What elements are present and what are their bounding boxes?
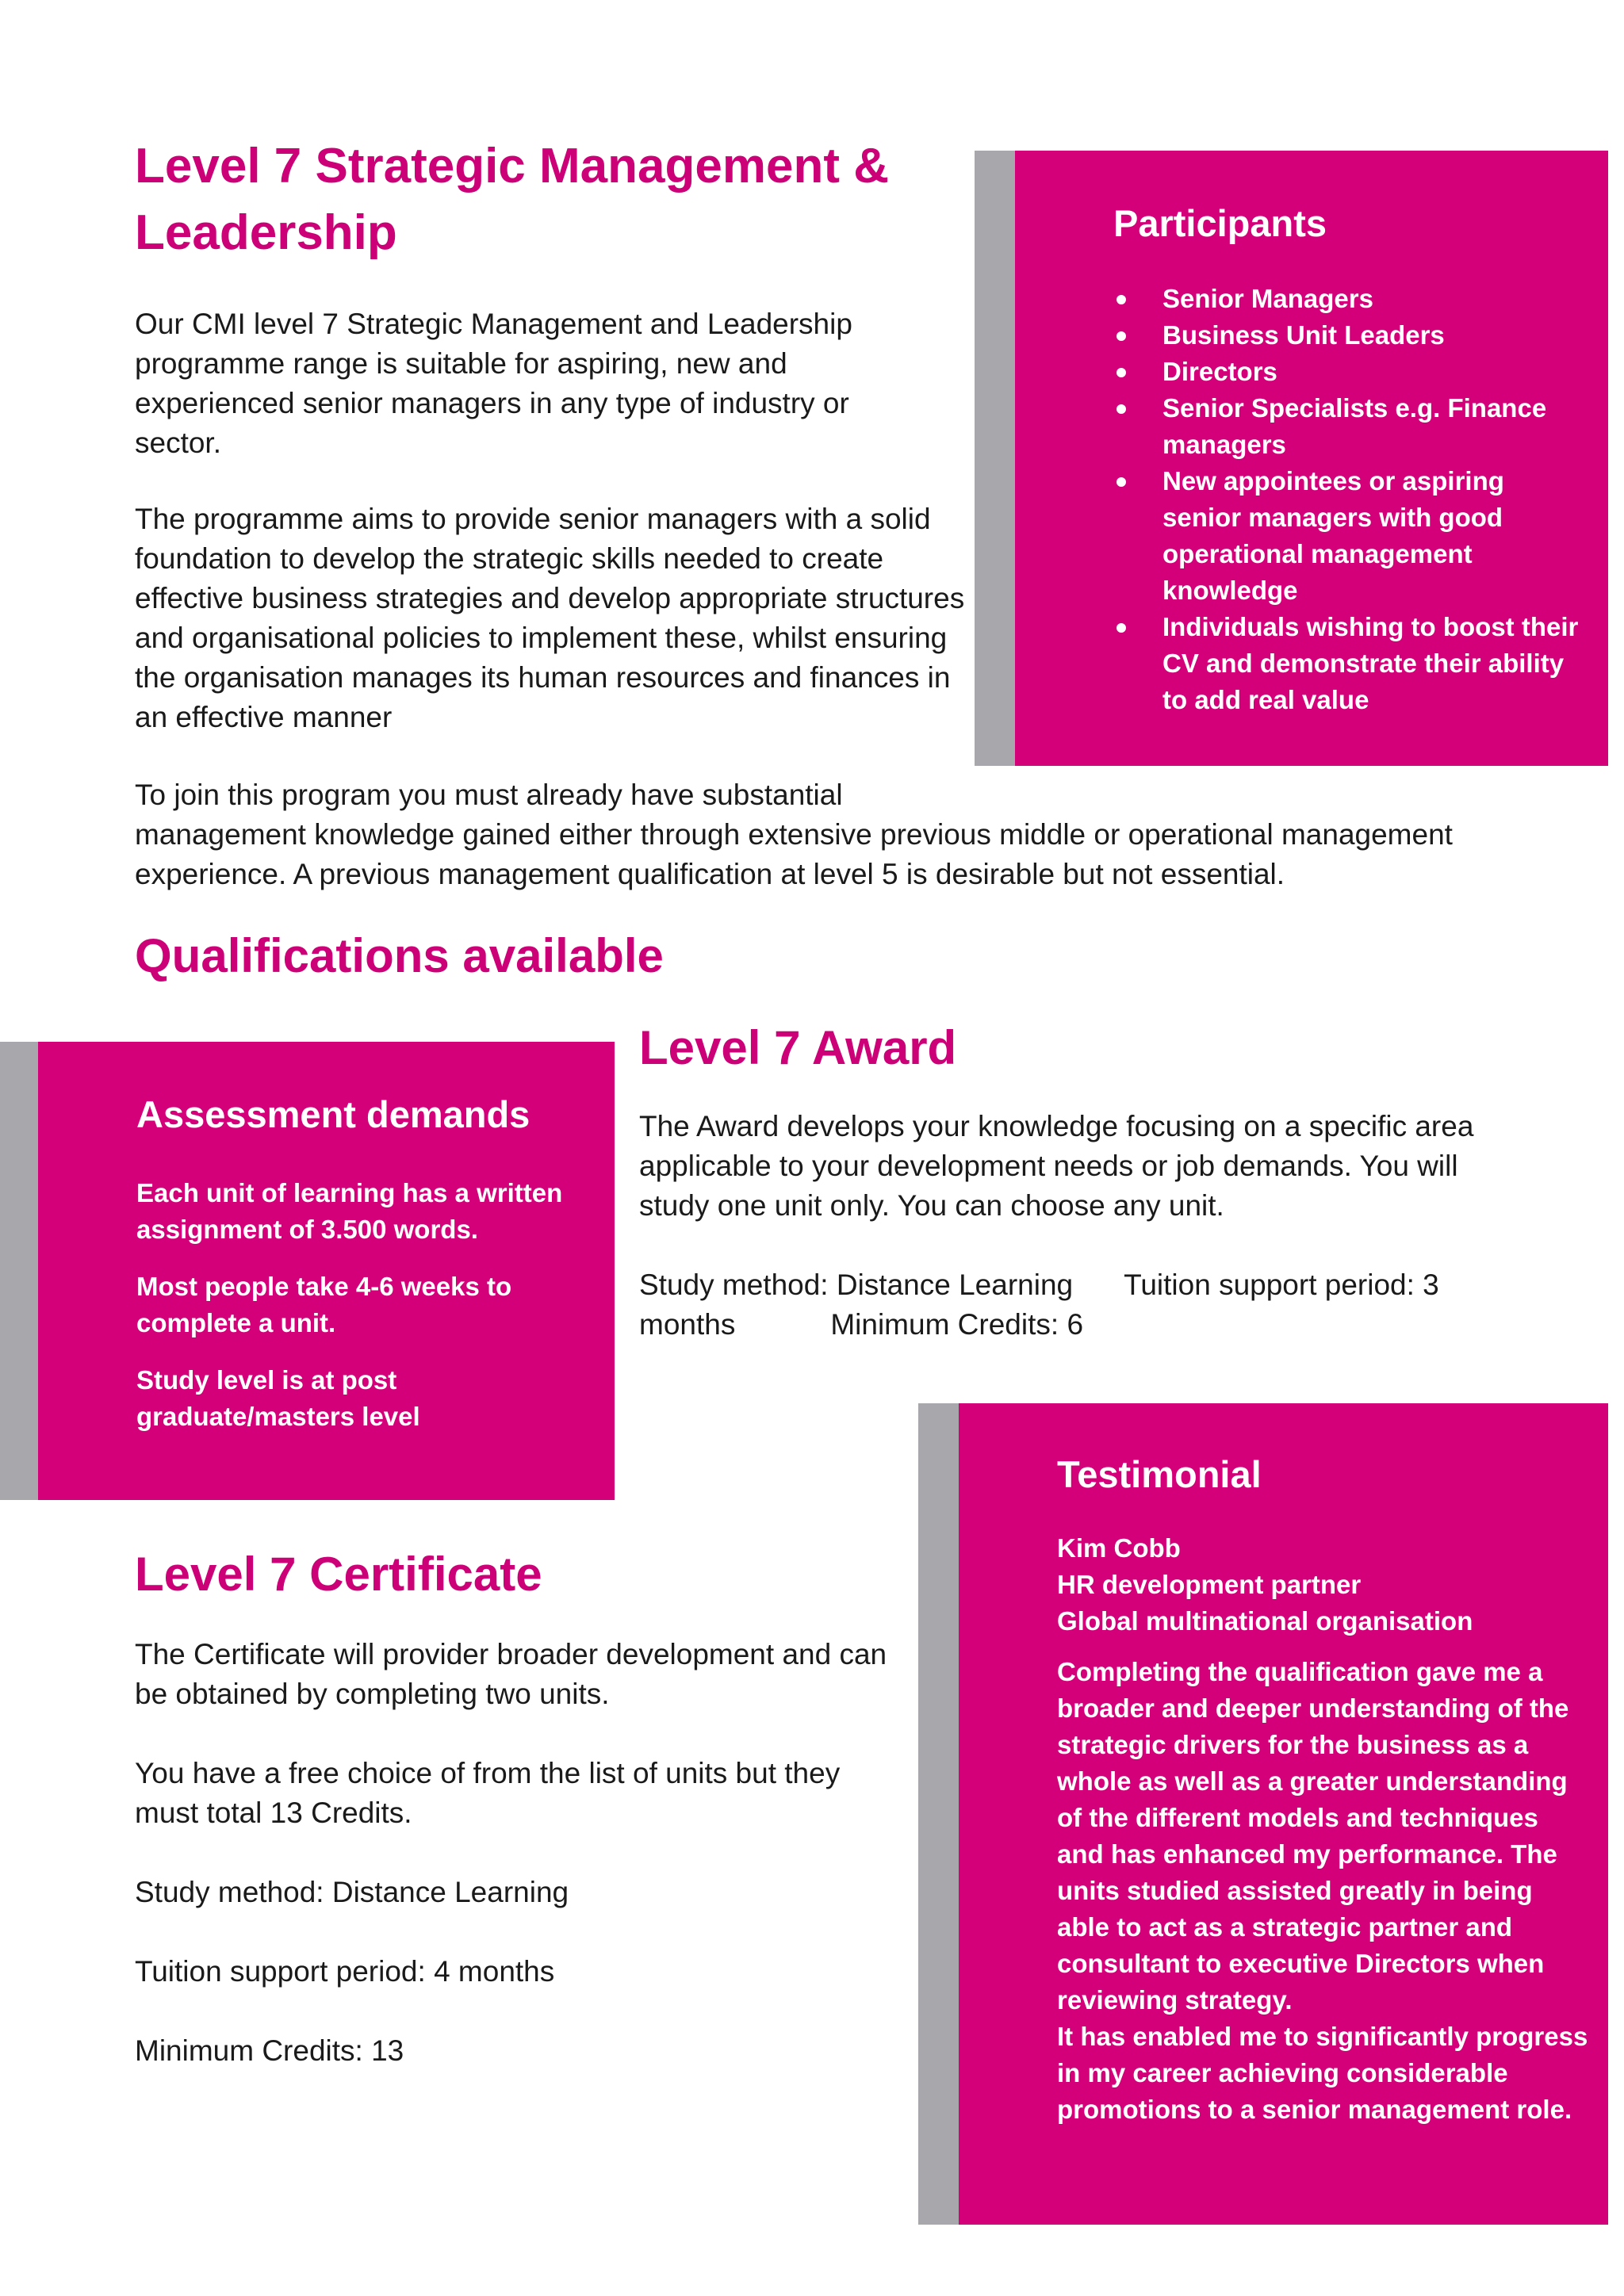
participants-panel-bar [975,151,1018,766]
join-line-3: experience. A previous management qualification at level 5 is desirable but not essential. [135,858,1285,890]
certificate-tuition-period: Tuition support period: 4 months [135,1955,555,1988]
qualifications-heading: Qualifications available [135,929,664,982]
participants-title: Participants [1113,202,1327,244]
participant-item: Business Unit Leaders [1113,317,1581,354]
testimonial-title: Testimonial [1057,1453,1262,1495]
award-tuition-period-unit: months [639,1308,736,1341]
page-title-line-2: Leadership [135,205,397,260]
assessment-panel-bar [0,1042,41,1500]
assessment-title: Assessment demands [136,1093,530,1135]
award-tuition-period: Tuition support period: 3 [1124,1269,1439,1301]
certificate-description: The Certificate will provider broader development and can be obtained by completing two units. [135,1638,887,1710]
page-title-line-1: Level 7 Strategic Management & [135,139,889,193]
participant-item: Senior Specialists e.g. Finance managers [1113,390,1581,463]
certificate-unit-choice: You have a free choice of from the list of units but they must total 13 Credits. [135,1757,841,1829]
testimonial-quote: Completing the qualification gave me a broader and deeper understanding of the strategic drivers for the business as a whole as well as a greater understanding of the different models and techniques and has enhanced my performance. The units studied assisted greatly in being able to act as a strategic partner and consultant to executive Directors when reviewing strategy. [1057,1657,1569,2015]
award-study-method: Study method: Distance Learning [639,1269,1074,1301]
certificate-heading: Level 7 Certificate [135,1548,542,1601]
award-details [639,1265,1527,1345]
testimonial-panel-bar [918,1403,962,2225]
assessment-paragraph-1: Each unit of learning has a written assignment of 3.500 words. [136,1178,563,1244]
award-heading: Level 7 Award [639,1021,957,1074]
participants-list [1113,281,1581,718]
assessment-paragraph-2: Most people take 4-6 weeks to complete a unit. [136,1272,512,1337]
page-title [135,133,928,266]
certificate-body [135,1635,896,2071]
participants-panel [1015,151,1608,766]
assessment-paragraph-3: Study level is at post graduate/masters level [136,1365,420,1431]
testimonial-quote-continued: It has enabled me to significantly progress in my career achieving considerable promotions to a senior management role. [1057,2022,1588,2124]
award-description: The Award develops your knowledge focusing on a specific area applicable to your development needs or job demands. You will study one unit only. You can choose any unit. [639,1110,1474,1222]
testimonial-author-role: HR development partner [1057,1570,1362,1599]
award-min-credits: Minimum Credits: 6 [830,1308,1084,1341]
participant-item: Senior Managers [1113,281,1581,317]
assessment-panel [38,1042,615,1500]
testimonial-body [1057,1530,1588,2128]
testimonial-author-name: Kim Cobb [1057,1533,1181,1563]
intro-paragraph: Our CMI level 7 Strategic Management and Leadership programme range is suitable for aspiring, new and experienced senior managers in any type of industry or sector. [135,308,852,459]
participant-item: Directors [1113,354,1581,390]
participant-item: New appointees or aspiring senior managers with good operational management knowledge [1113,463,1581,609]
assessment-body [136,1175,588,1435]
certificate-min-credits: Minimum Credits: 13 [135,2034,404,2067]
testimonial-panel [959,1403,1608,2225]
join-line-2: management knowledge gained either through extensive previous middle or operational management [135,818,1453,851]
participant-item: Individuals wishing to boost their CV and demonstrate their ability to add real value [1113,609,1581,718]
aims-paragraph: The programme aims to provide senior managers with a solid foundation to develop the strategic skills needed to create effective business strategies and develop appropriate structures and organisational policies to implement these, whilst ensuring the organisation manages its human resources and finances in an effective manner [135,503,965,733]
join-line-1: To join this program you must already have substantial [135,779,843,811]
certificate-study-method: Study method: Distance Learning [135,1876,569,1908]
testimonial-author-org: Global multinational organisation [1057,1606,1473,1636]
join-paragraph [135,775,1562,894]
